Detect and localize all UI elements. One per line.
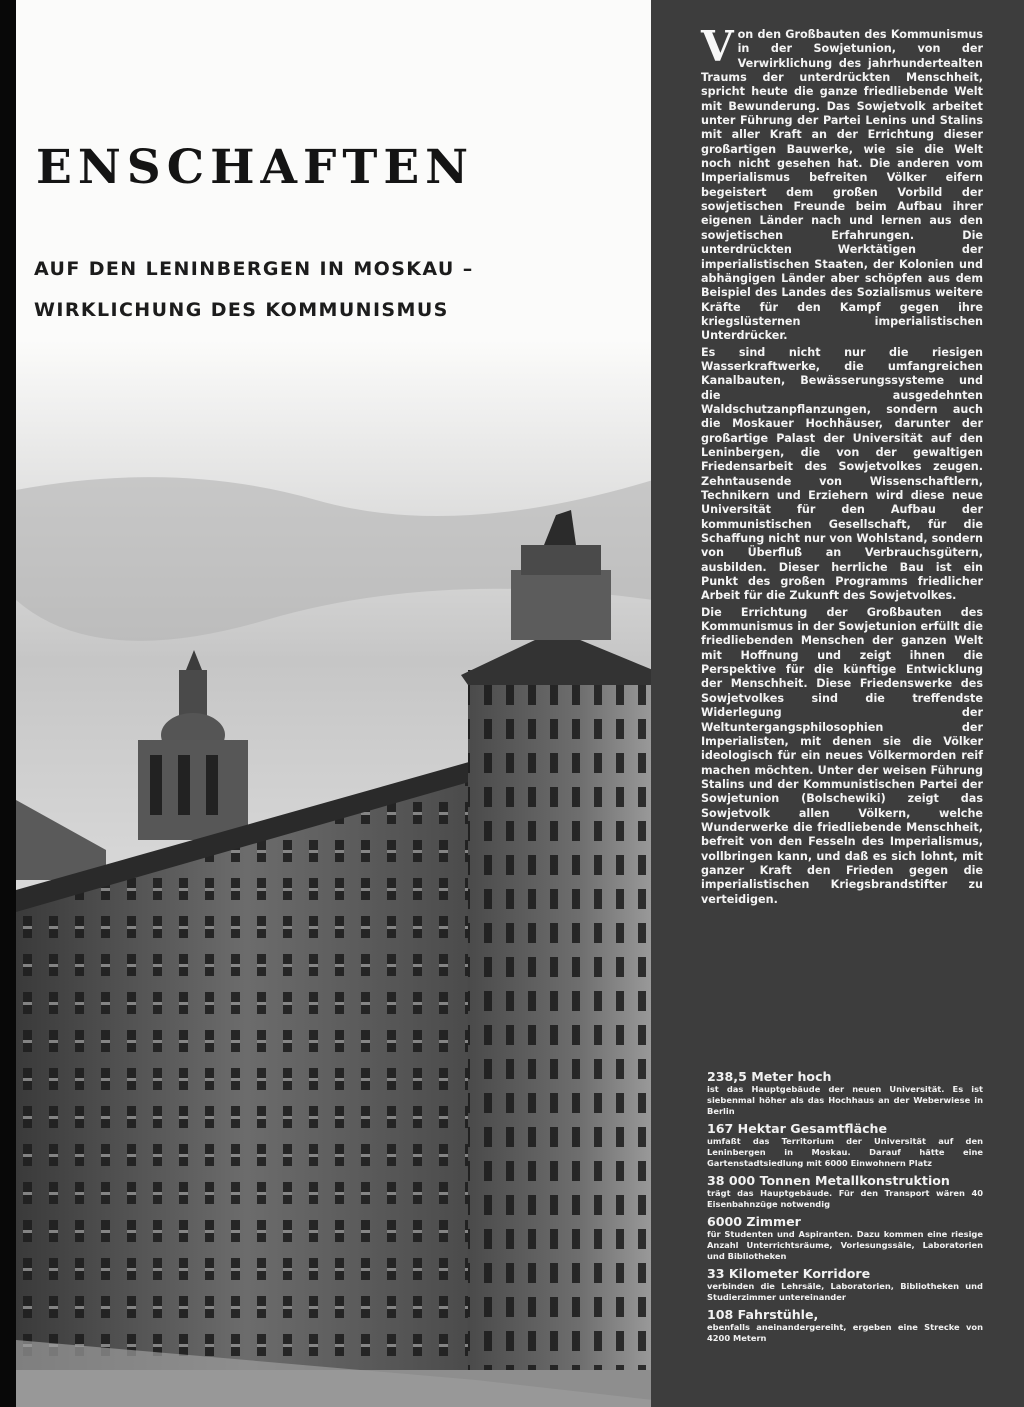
page-edge-bar <box>0 0 16 1407</box>
fact-text: ist das Hauptgebäude der neuen Universität. Es ist siebenmal höher als das Hochhaus an der Weberwiese in Berlin <box>707 1084 983 1116</box>
fact-item <box>707 1069 983 1117</box>
article-paragraph-3: Die Errichtung der Großbauten des Kommunismus in der Sowjetunion erfüllt die friedliebenden Menschen der ganzen Welt mit Hoffnung und zeigt ihnen die Perspektive für die künftige Entwicklung der Menschheit. Diese Friedenswerke des Sowjetvolkes sind die treffendste Widerlegung der Weltuntergangsphilosophien der Imperialisten, mit denen sie die Völker ideologisch für ein neues Völkermorden reif machen möchten. Unter der weisen Führung Stalins und der Kommunistischen Partei der Sowjetunion (Bolschewiki) zeigt das Sowjetvolk allen Völkern, welche Wunderwerke die friedliebende Menschheit, befreit von den Fesseln des Imperialismus, vollbringen kann, und daß es sich lohnt, mit ganzer Kraft den Frieden gegen die imperialistischen Kriegsbrandstifter zu verteidigen. <box>701 605 983 906</box>
headline: ENSCHAFTEN <box>36 140 475 195</box>
fact-heading: 108 Fahrstühle, <box>707 1307 819 1322</box>
fact-item <box>707 1173 983 1210</box>
university-building-drawing <box>16 340 653 1407</box>
fact-heading: 38 000 Tonnen Metallkonstruktion <box>707 1173 950 1188</box>
article-paragraph-1 <box>701 22 983 344</box>
fact-item <box>707 1307 983 1344</box>
fact-heading: 167 Hektar Gesamtfläche <box>707 1121 888 1136</box>
article-paragraph-2: Es sind nicht nur die riesigen Wasserkraftwerke, die umfangreichen Kanalbauten, Bewässerungssysteme und die ausgedehnten Waldschutzanpflanzungen, sondern auch die Moskauer Hochhäuser, darunter der großartige Palast der Universität auf den Leninbergen, die von der gewaltigen Friedensarbeit des Sowjetvolkes zeugen. Zehntausende von Wissenschaftlern, Technikern und Erziehern wird diese neue Universität für den Aufbau der kommunistischen Gesellschaft, für die Schaffung nicht nur von Wohlstand, sondern von Überfluß an Verbrauchsgütern, ausbilden. Dieser herrliche Bau ist ein Punkt des großen Programms friedlicher Arbeit für die Zukunft des Sowjetvolkes. <box>701 345 983 603</box>
fact-text: umfaßt das Territorium der Universität auf den Leninbergen in Moskau. Darauf hätte eine Gartenstadtsiedlung mit 6000 Einwohnern Platz <box>707 1136 983 1168</box>
fact-item <box>707 1121 983 1169</box>
facts-list <box>707 1069 983 1348</box>
article-paragraph-1-text: on den Großbauten des Kommunismus in der Sowjetunion, von der Verwirklichung des jahrhundertealten Traums der unterdrückten Menschheit, spricht heute die ganze friedliebende Welt mit Bewunderung. Das Sowjetvolk arbeitet unter Führung der Partei Lenins und Stalins mit aller Kraft an der Errichtung dieser großartigen Bauwerke, wie sie die Welt noch nicht gesehen hat. Die anderen vom Imperialismus befreiten Völker eifern begeistert dem großen Vorbild der sowjetischen Freunde beim Aufbau ihrer eigenen Länder nach und lernen aus den sowjetischen Erfahrungen. Die unterdrückten Werktätigen der imperialistischen Staaten, der Kolonien und abhängigen Länder aber schöpfen aus dem Beispiel des Landes des Sozialismus weitere Kräfte für den Kampf gegen ihre kriegslüsternen imperialistischen Unterdrücker. <box>701 28 983 343</box>
fact-item <box>707 1214 983 1262</box>
fact-text: verbinden die Lehrsäle, Laboratorien, Bibliotheken und Studierzimmer untereinander <box>707 1281 983 1302</box>
fact-text: für Studenten und Aspiranten. Dazu kommen eine riesige Anzahl Unterrichtsräume, Vorlesungssäle, Laboratorien und Bibliotheken <box>707 1229 983 1261</box>
fact-item <box>707 1266 983 1303</box>
subtitle-line-1: AUF DEN LENINBERGEN IN MOSKAU – <box>34 258 474 280</box>
fact-heading: 33 Kilometer Korridore <box>707 1266 871 1281</box>
fact-heading: 238,5 Meter hoch <box>707 1069 832 1084</box>
fact-text: trägt das Hauptgebäude. Für den Transport wären 40 Eisenbahnzüge notwendig <box>707 1188 983 1209</box>
dropcap: V <box>701 22 734 71</box>
subtitle-line-2: WIRKLICHUNG DES KOMMUNISMUS <box>34 299 449 321</box>
fact-heading: 6000 Zimmer <box>707 1214 801 1229</box>
article-body <box>701 22 983 909</box>
fact-text: ebenfalls aneinandergereiht, ergeben eine Strecke von 4200 Metern <box>707 1322 983 1343</box>
